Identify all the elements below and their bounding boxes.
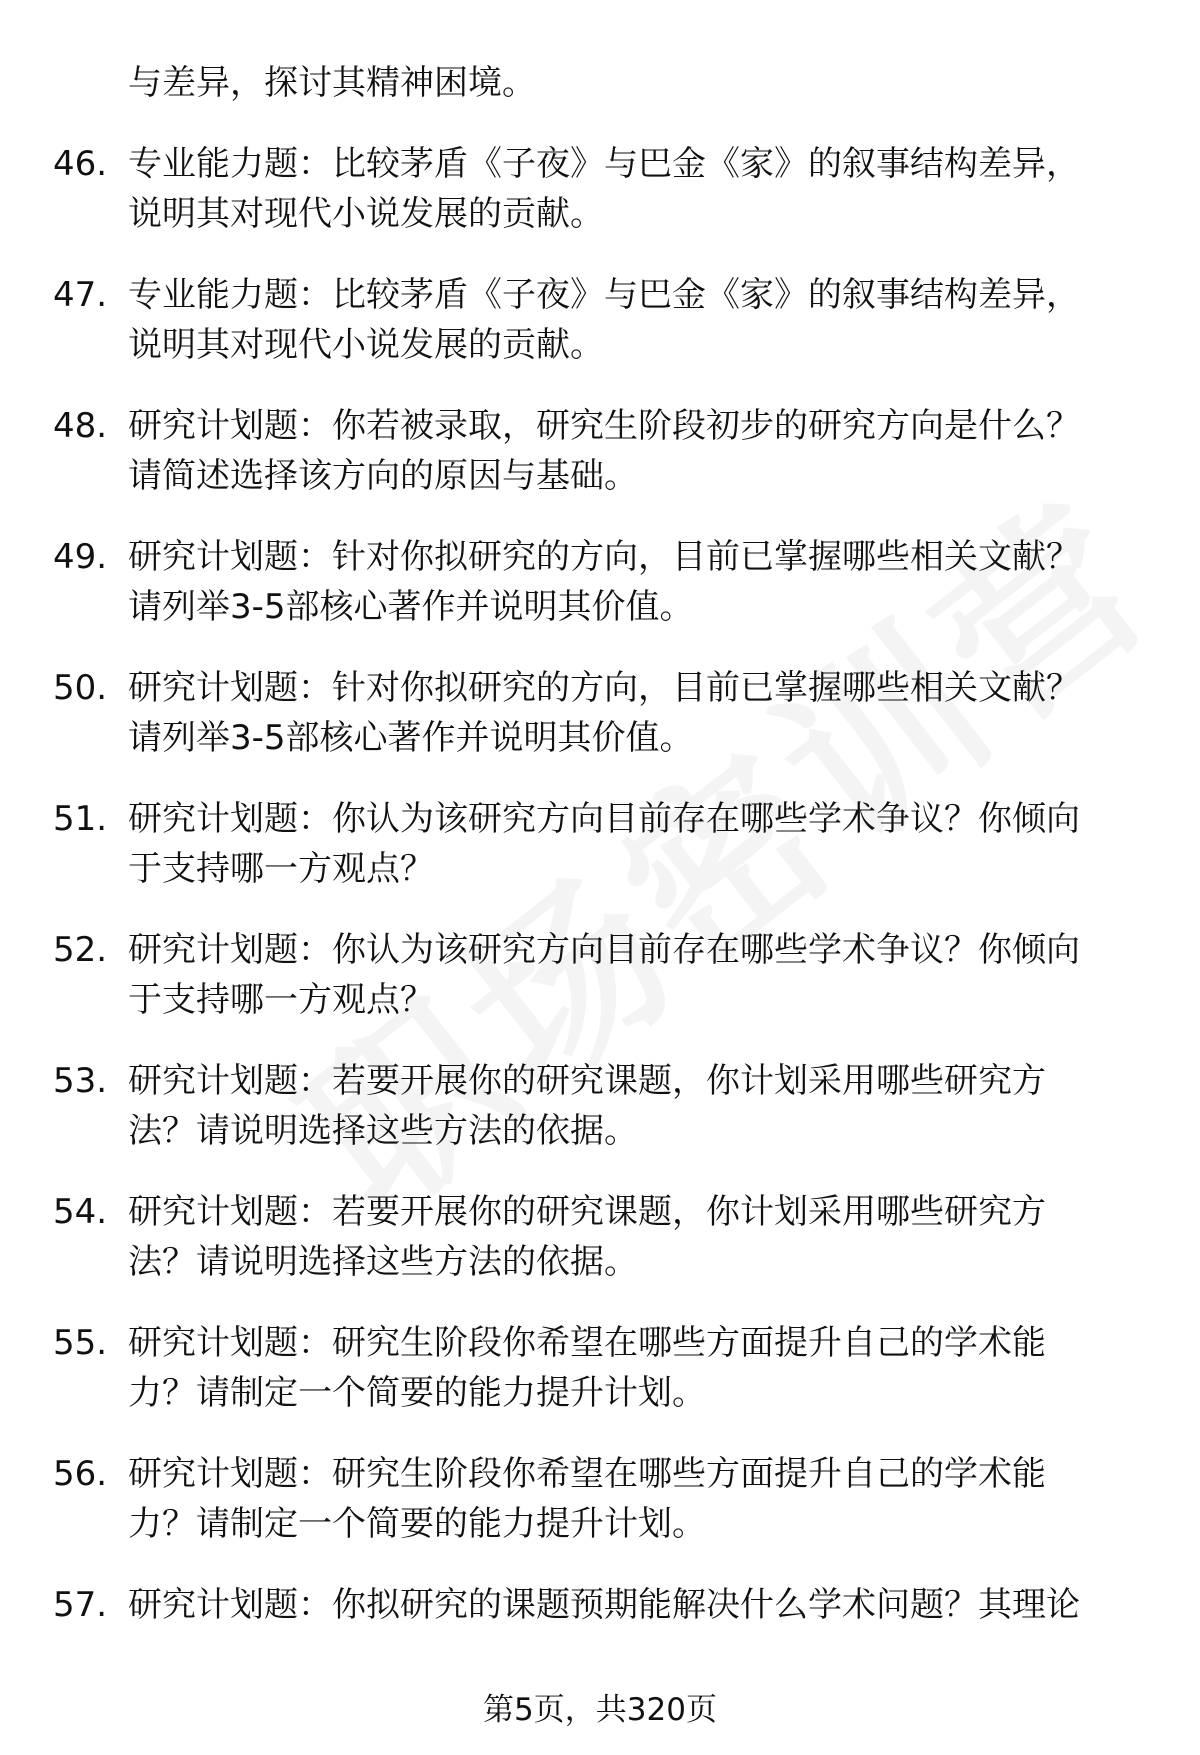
item-text-line: 研究计划题：你认为该研究方向目前存在哪些学术争议？你倾向 bbox=[128, 930, 1080, 970]
item-text bbox=[128, 1056, 1148, 1156]
item-text-line: 力？请制定一个简要的能力提升计划。 bbox=[128, 1373, 706, 1413]
item-text bbox=[128, 1187, 1148, 1287]
list-item bbox=[0, 401, 1200, 501]
list-item bbox=[0, 1056, 1200, 1156]
item-text bbox=[128, 401, 1148, 501]
item-text-line: 于支持哪一方观点？ bbox=[128, 980, 434, 1020]
item-number: 55. bbox=[53, 1323, 108, 1363]
item-text bbox=[128, 794, 1148, 894]
item-number: 51. bbox=[53, 799, 108, 839]
list-item bbox=[0, 1580, 1200, 1630]
item-text-line: 请列举3-5部核心著作并说明其价值。 bbox=[128, 587, 694, 627]
item-text bbox=[128, 139, 1148, 239]
list-item bbox=[0, 270, 1200, 370]
item-text-line: 研究计划题：若要开展你的研究课题，你计划采用哪些研究方 bbox=[128, 1061, 1046, 1101]
item-text-line: 专业能力题：比较茅盾《子夜》与巴金《家》的叙事结构差异， bbox=[128, 275, 1080, 315]
question-list bbox=[0, 58, 1200, 1630]
item-text bbox=[128, 1449, 1148, 1549]
item-text-line: 请简述选择该方向的原因与基础。 bbox=[128, 456, 638, 496]
item-text-line: 于支持哪一方观点？ bbox=[128, 849, 434, 889]
item-text-line: 研究计划题：若要开展你的研究课题，你计划采用哪些研究方 bbox=[128, 1192, 1046, 1232]
item-text bbox=[128, 270, 1148, 370]
item-text bbox=[128, 1318, 1148, 1418]
list-item bbox=[0, 925, 1200, 1025]
list-item bbox=[0, 663, 1200, 763]
item-text-line: 专业能力题：比较茅盾《子夜》与巴金《家》的叙事结构差异， bbox=[128, 144, 1080, 184]
item-number: 48. bbox=[53, 406, 108, 446]
item-text-line: 研究计划题：你认为该研究方向目前存在哪些学术争议？你倾向 bbox=[128, 799, 1080, 839]
list-item bbox=[0, 1449, 1200, 1549]
item-text-line: 说明其对现代小说发展的贡献。 bbox=[128, 194, 604, 234]
item-number: 54. bbox=[53, 1192, 108, 1232]
item-number: 47. bbox=[53, 275, 108, 315]
item-text-line: 力？请制定一个简要的能力提升计划。 bbox=[128, 1504, 706, 1544]
item-text-line: 请列举3-5部核心著作并说明其价值。 bbox=[128, 718, 694, 758]
item-number: 46. bbox=[53, 144, 108, 184]
item-text-line: 研究计划题：针对你拟研究的方向，目前已掌握哪些相关文献？ bbox=[128, 537, 1080, 577]
item-number: 52. bbox=[53, 930, 108, 970]
page-footer: 第5页，共320页 bbox=[483, 1692, 717, 1728]
item-number: 56. bbox=[53, 1454, 108, 1494]
item-text-line: 研究计划题：你拟研究的课题预期能解决什么学术问题？其理论 bbox=[128, 1585, 1080, 1625]
list-item bbox=[0, 139, 1200, 239]
continuation-line: 与差异，探讨其精神困境。 bbox=[128, 63, 536, 103]
item-text-line: 研究计划题：你若被录取，研究生阶段初步的研究方向是什么？ bbox=[128, 406, 1080, 446]
item-text bbox=[128, 532, 1148, 632]
item-text-line: 研究计划题：研究生阶段你希望在哪些方面提升自己的学术能 bbox=[128, 1454, 1046, 1494]
item-text bbox=[128, 1580, 1148, 1630]
item-number: 53. bbox=[53, 1061, 108, 1101]
item-number: 49. bbox=[53, 537, 108, 577]
item-text-line: 研究计划题：研究生阶段你希望在哪些方面提升自己的学术能 bbox=[128, 1323, 1046, 1363]
item-text bbox=[128, 925, 1148, 1025]
item-text bbox=[128, 663, 1148, 763]
list-item bbox=[0, 1187, 1200, 1287]
list-item bbox=[0, 1318, 1200, 1418]
item-text-line: 说明其对现代小说发展的贡献。 bbox=[128, 325, 604, 365]
item-number: 50. bbox=[53, 668, 108, 708]
list-item bbox=[0, 794, 1200, 894]
item-number: 57. bbox=[53, 1585, 108, 1625]
item-text-line: 研究计划题：针对你拟研究的方向，目前已掌握哪些相关文献？ bbox=[128, 668, 1080, 708]
item-text-line: 法？请说明选择这些方法的依据。 bbox=[128, 1242, 638, 1282]
item-text-line: 法？请说明选择这些方法的依据。 bbox=[128, 1111, 638, 1151]
list-item bbox=[0, 532, 1200, 632]
